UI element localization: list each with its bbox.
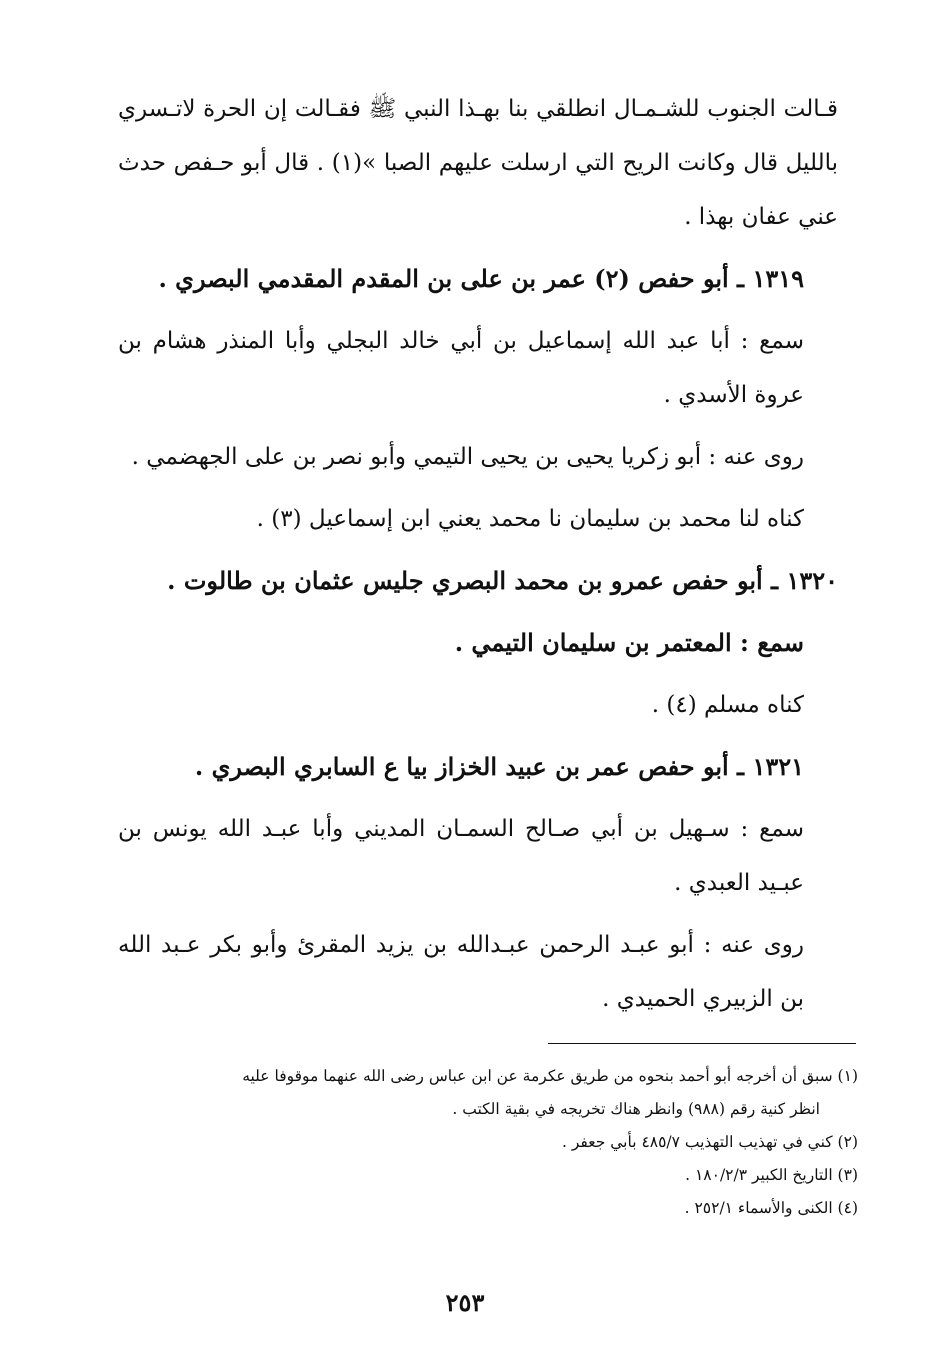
main-text	[118, 82, 838, 1034]
paragraph-narrated-1319: روى عنه : أبو زكريا يحيى بن يحيى التيمي وأبو نصر بن على الجهضمي .	[131, 444, 804, 470]
footnote-4: (٤) الكنى والأسماء ٢٥٢/١ .	[684, 1199, 858, 1217]
paragraph-heard-1320: سمع : المعتمر بن سليمان التيمي .	[454, 628, 804, 657]
footnote-divider	[548, 1043, 856, 1044]
footnote-2: (٢) كني في تهذيب التهذيب ٤٨٥/٧ بأبي جعفر .	[562, 1133, 858, 1151]
paragraph-heard-1321: سمع : سـهيل بن أبي صـالح السمـان المديني وأبا عبـد الله يونس بن عبـيد العبدي .	[118, 816, 804, 896]
paragraph-intro: قـالت الجنوب للشـمـال انطلقي بنا بهـذا النبي ﷺ فقـالت إن الحرة لاتـسري بالليل قال وكانت الريح التي ارسلت عليهم الصبا »(١) . قال أبو حـفص حدث عني عفان بهذا .	[118, 96, 839, 230]
entry-heading-1319: ١٣١٩ ـ أبو حفص (٢) عمر بن على بن المقدم المقدمي البصري .	[158, 264, 804, 293]
page-number: ٢٥٣	[445, 1288, 485, 1317]
entry-heading-1320: ١٣٢٠ ـ أبو حفص عمرو بن محمد البصري جليس عثمان بن طالوت .	[167, 566, 838, 595]
paragraph-narrated-1321: روى عنه : أبو عبـد الرحمن عبـدالله بن يزيد المقرئ وأبو بكر عـبد الله بن الزبيري الحميدي .	[118, 932, 804, 1012]
paragraph-heard-1319: سمع : أبا عبد الله إسماعيل بن أبي خالد البجلي وأبا المنذر هشام بن عروة الأسدي .	[118, 328, 804, 408]
footnote-1: (١) سبق أن أخرجه أبو أحمد بنحوه من طريق عكرمة عن ابن عباس رضى الله عنهما موقوفا عليه	[242, 1067, 858, 1085]
footnote-3: (٣) التاريخ الكبير ١٨٠/٢/٣ .	[685, 1166, 858, 1184]
footnotes	[118, 1060, 858, 1225]
entry-heading-1321: ١٣٢١ ـ أبو حفص عمر بن عبيد الخزاز بيا ع السابري البصري .	[194, 752, 804, 781]
paragraph-kunya-1320: كناه مسلم (٤) .	[651, 692, 804, 718]
footnote-1-continuation: انظر كنية رقم (٩٨٨) وانظر هناك تخريجه في بقية الكتب .	[452, 1100, 820, 1118]
paragraph-kunya-1319: كناه لنا محمد بن سليمان نا محمد يعني ابن إسماعيل (٣) .	[256, 506, 804, 532]
